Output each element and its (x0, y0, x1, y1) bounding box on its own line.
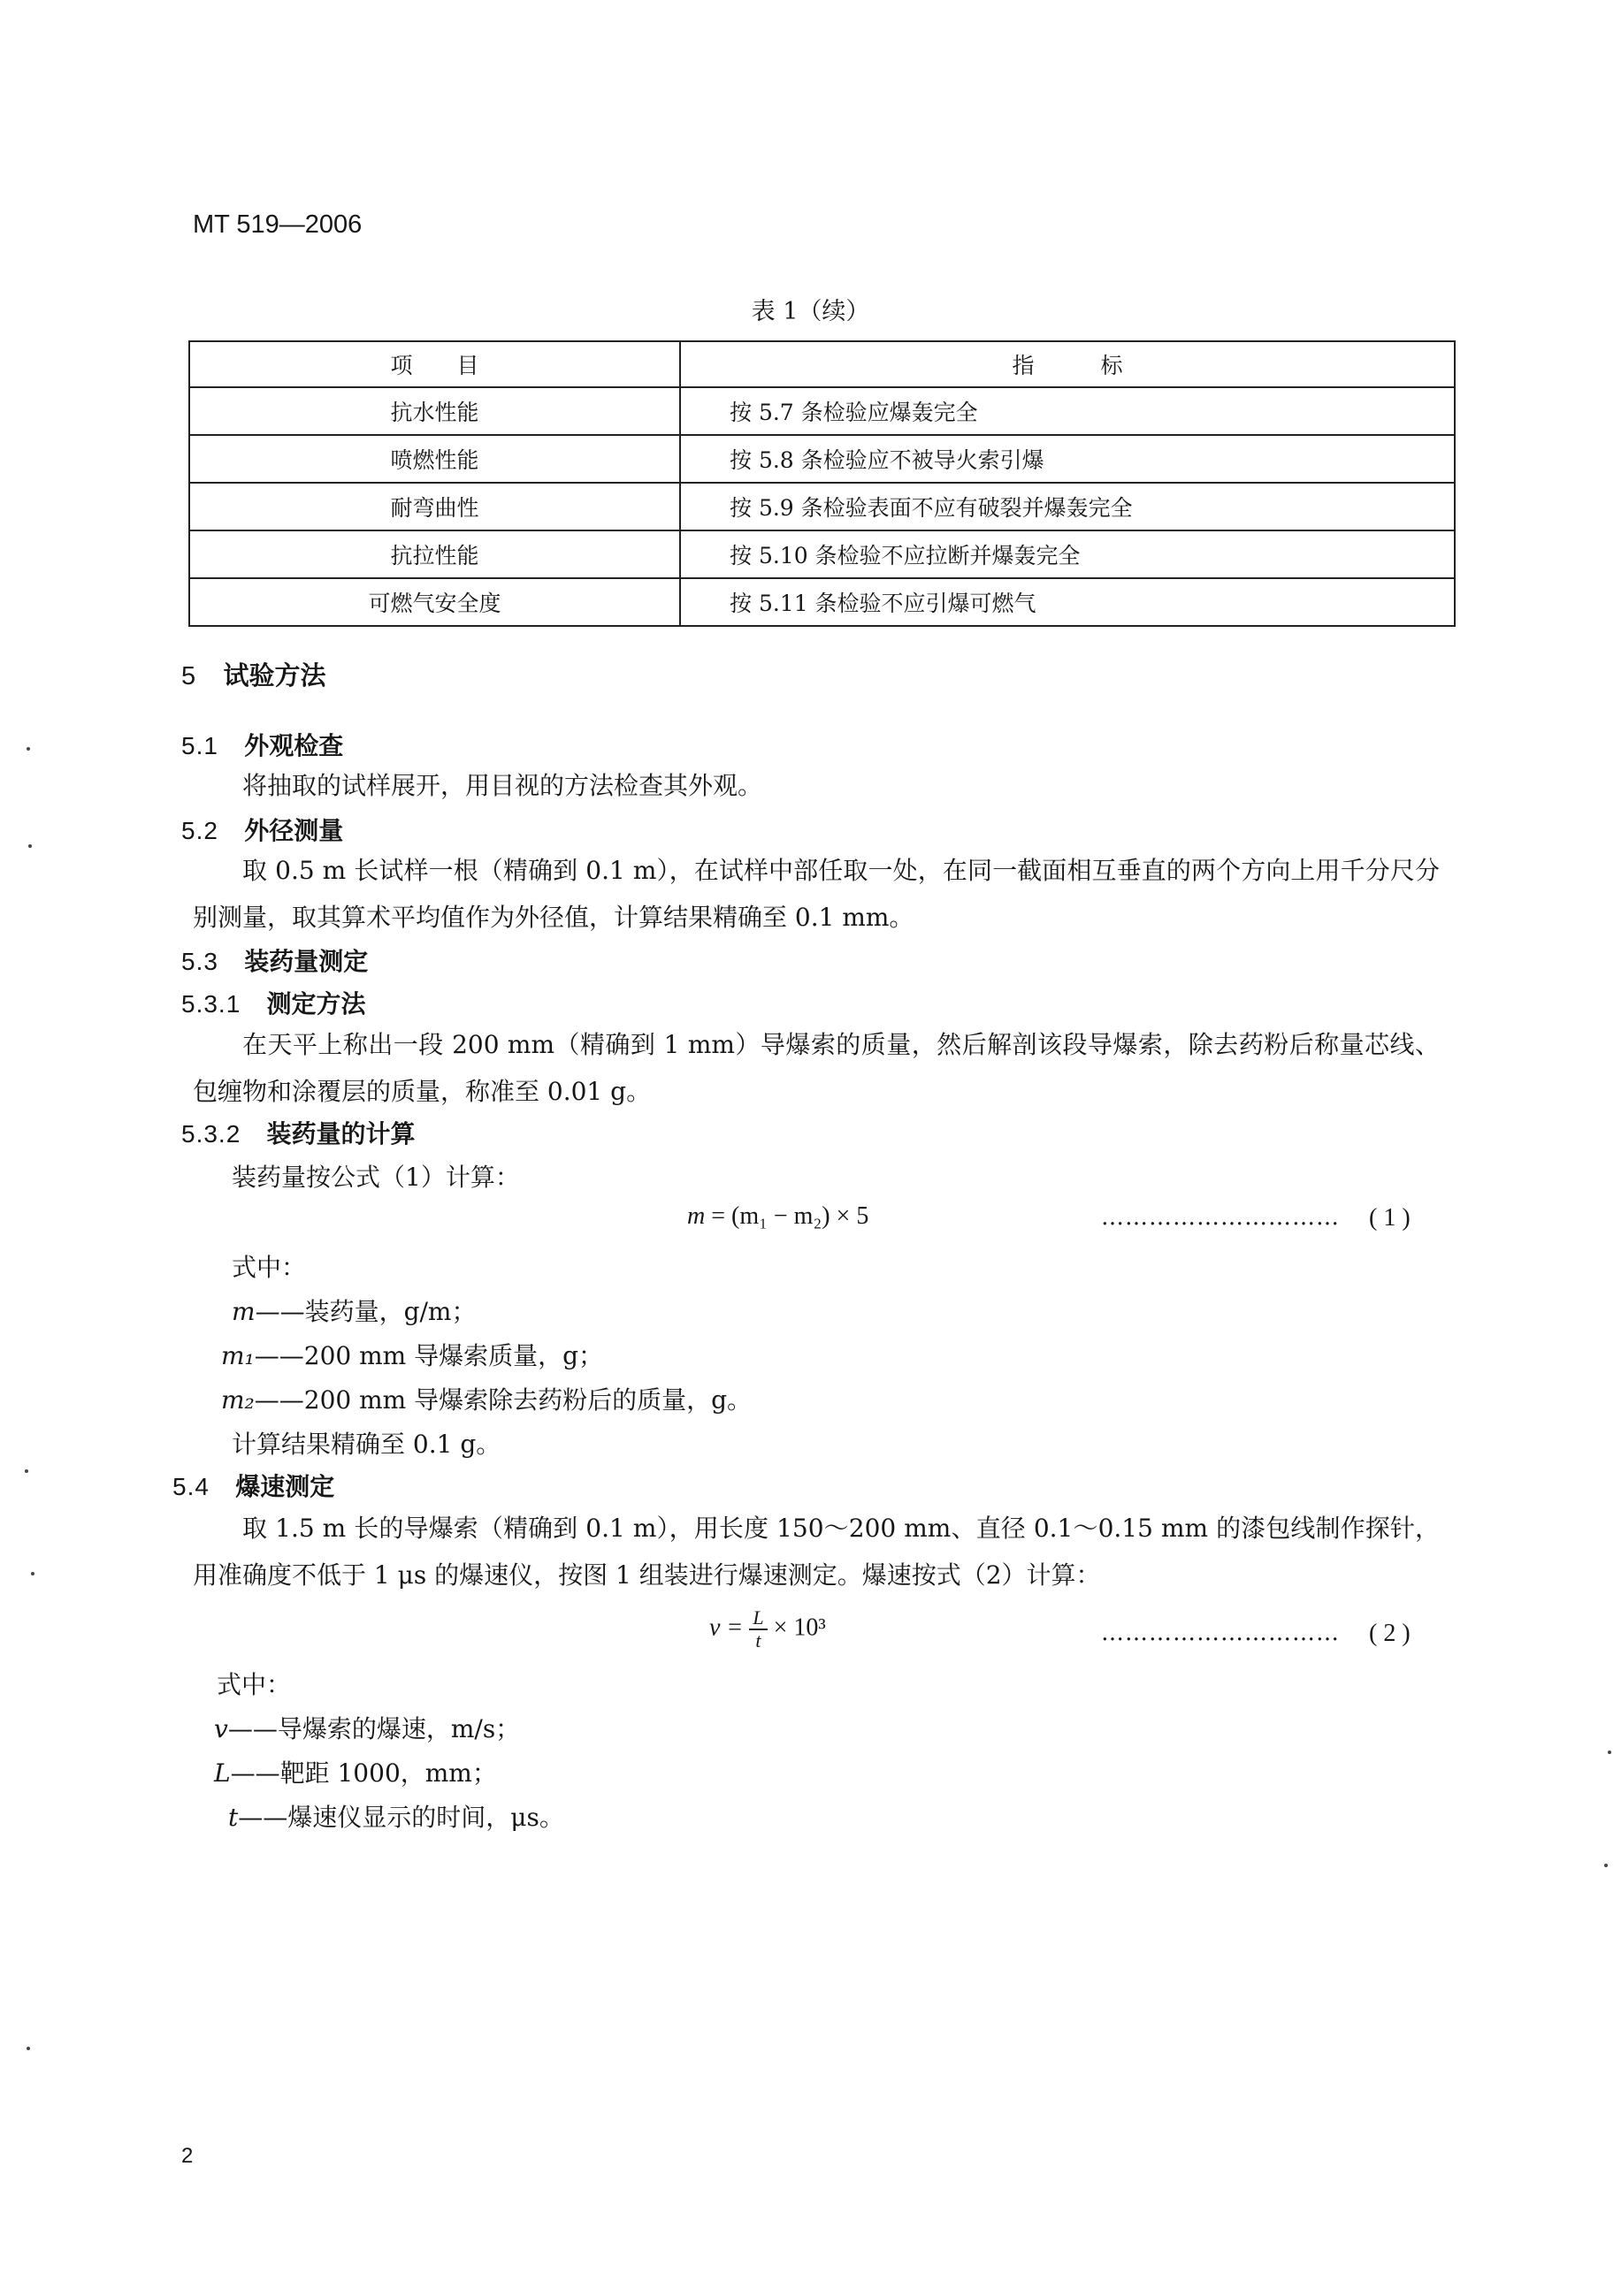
section-heading-5-3 (181, 942, 368, 978)
section-heading-5-3-2 (181, 1115, 416, 1150)
row-index: 按 5.9 条检验表面不应有破裂并爆轰完全 (680, 483, 1455, 530)
equation-leader: ………………………… (1101, 1620, 1340, 1646)
row-index: 按 5.8 条检验应不被导火索引爆 (680, 435, 1455, 483)
where-label: 式中： (232, 1253, 307, 1282)
section-heading-5-2 (181, 812, 343, 847)
symbol: v (214, 1714, 228, 1743)
symbol: m₂ (221, 1385, 255, 1415)
scan-speck (1604, 1864, 1608, 1867)
section-number: 5.3.1 (181, 990, 241, 1018)
section-title: 外径测量 (244, 816, 344, 845)
symbol: t (228, 1803, 239, 1832)
page-number: 2 (181, 2144, 194, 2168)
row-item: 抗拉性能 (189, 530, 680, 578)
equation-tail: × 10³ (773, 1613, 826, 1642)
equation-number-1: ( 1 ) (1369, 1204, 1411, 1232)
scan-speck (27, 2047, 30, 2050)
equation-lhs: m (687, 1202, 706, 1230)
equation-rhs: = (m₁ − m₂) × 5 (705, 1202, 869, 1230)
section-heading-5 (181, 656, 325, 692)
paragraph-5-2: 取 0.5 m 长试样一根（精确到 0.1 m），在试样中部任取一处，在同一截面相互垂直的两个方向上用千分尺分别测量，取其算术平均值作为外径值，计算结果精确至 0.1 mm。 (193, 856, 1440, 932)
equation-lhs: v = (709, 1613, 744, 1642)
section-title: 装药量测定 (244, 947, 369, 976)
column-header-item: 项 目 (189, 341, 680, 387)
equation-leader: ………………………… (1101, 1204, 1340, 1231)
column-header-index: 指 标 (680, 341, 1455, 387)
definition: ——靶距 1000，mm； (230, 1758, 497, 1788)
section-title: 测定方法 (266, 989, 366, 1018)
scan-speck (28, 844, 32, 848)
scan-speck (25, 1469, 28, 1473)
symbol: m (232, 1297, 256, 1326)
symbol-definition (214, 1754, 497, 1789)
document-id: MT 519—2006 (193, 210, 363, 239)
paragraph-5-3-1: 在天平上称出一段 200 mm（精确到 1 mm）导爆索的质量，然后解剖该段导爆索，除去药粉后称量芯线、包缠物和涂覆层的质量，称准至 0.01 g。 (193, 1030, 1440, 1106)
row-item: 可燃气安全度 (189, 578, 680, 626)
spec-table (188, 340, 1456, 627)
symbol-definition (232, 1293, 476, 1328)
definition: ——装药量，g/m； (255, 1297, 477, 1326)
table-row (189, 387, 1455, 435)
section-title: 爆速测定 (235, 1472, 335, 1501)
row-index: 按 5.7 条检验应爆轰完全 (680, 387, 1455, 435)
table-caption: 表 1（续） (751, 298, 870, 325)
symbol-definition (214, 1710, 520, 1745)
where-label: 式中： (217, 1670, 292, 1699)
row-item: 喷燃性能 (189, 435, 680, 483)
definition: ——200 mm 导爆索质量，g； (254, 1341, 604, 1370)
fraction-denominator: t (755, 1629, 761, 1651)
table-row (189, 483, 1455, 530)
section-number: 5.2 (181, 817, 218, 844)
table-row (189, 435, 1455, 483)
symbol-definition (221, 1381, 752, 1416)
section-number: 5.3.2 (181, 1120, 241, 1148)
definition: ——导爆索的爆速，m/s； (227, 1714, 521, 1743)
table-row (189, 530, 1455, 578)
scan-speck (27, 747, 30, 751)
section-heading-5-3-1 (181, 985, 366, 1020)
section-number: 5.4 (172, 1473, 210, 1500)
table-header-row (189, 341, 1455, 387)
calculation-note: 计算结果精确至 0.1 g。 (232, 1430, 501, 1459)
equation-number-2: ( 2 ) (1369, 1620, 1411, 1647)
paragraph-5-4: 取 1.5 m 长的导爆索（精确到 0.1 m），用长度 150～200 mm、直径 0.1～0.15 mm 的漆包线制作探针，用准确度不低于 1 μs 的爆速仪，按图 1 组装进行爆速测定。爆速按式（2）计算： (193, 1514, 1440, 1590)
scan-speck (1608, 1751, 1611, 1754)
section-number: 5.3 (181, 948, 218, 975)
fraction-numerator: L (749, 1607, 767, 1630)
row-item: 耐弯曲性 (189, 483, 680, 530)
definition: ——爆速仪显示的时间，μs。 (238, 1803, 564, 1832)
symbol-definition (221, 1337, 603, 1372)
section-number: 5 (181, 662, 197, 690)
section-title: 试验方法 (223, 660, 326, 690)
equation-1 (687, 1202, 868, 1231)
symbol-definition (228, 1798, 564, 1834)
section-heading-5-1 (181, 727, 343, 762)
row-index: 按 5.10 条检验不应拉断并爆轰完全 (680, 530, 1455, 578)
section-title: 装药量的计算 (266, 1119, 416, 1148)
row-index: 按 5.11 条检验不应引爆可燃气 (680, 578, 1455, 626)
fraction (749, 1607, 767, 1651)
symbol: L (214, 1758, 231, 1788)
row-item: 抗水性能 (189, 387, 680, 435)
table-row (189, 578, 1455, 626)
formula-intro-1: 装药量按公式（1）计算： (232, 1163, 520, 1192)
section-heading-5-4 (172, 1468, 334, 1503)
definition: ——200 mm 导爆索除去药粉后的质量，g。 (254, 1385, 753, 1415)
paragraph-5-1: 将抽取的试样展开，用目视的方法检查其外观。 (242, 771, 763, 800)
equation-2 (709, 1607, 826, 1651)
symbol: m₁ (221, 1341, 255, 1370)
scan-speck (31, 1572, 34, 1575)
section-number: 5.1 (181, 732, 218, 759)
section-title: 外观检查 (244, 731, 344, 760)
